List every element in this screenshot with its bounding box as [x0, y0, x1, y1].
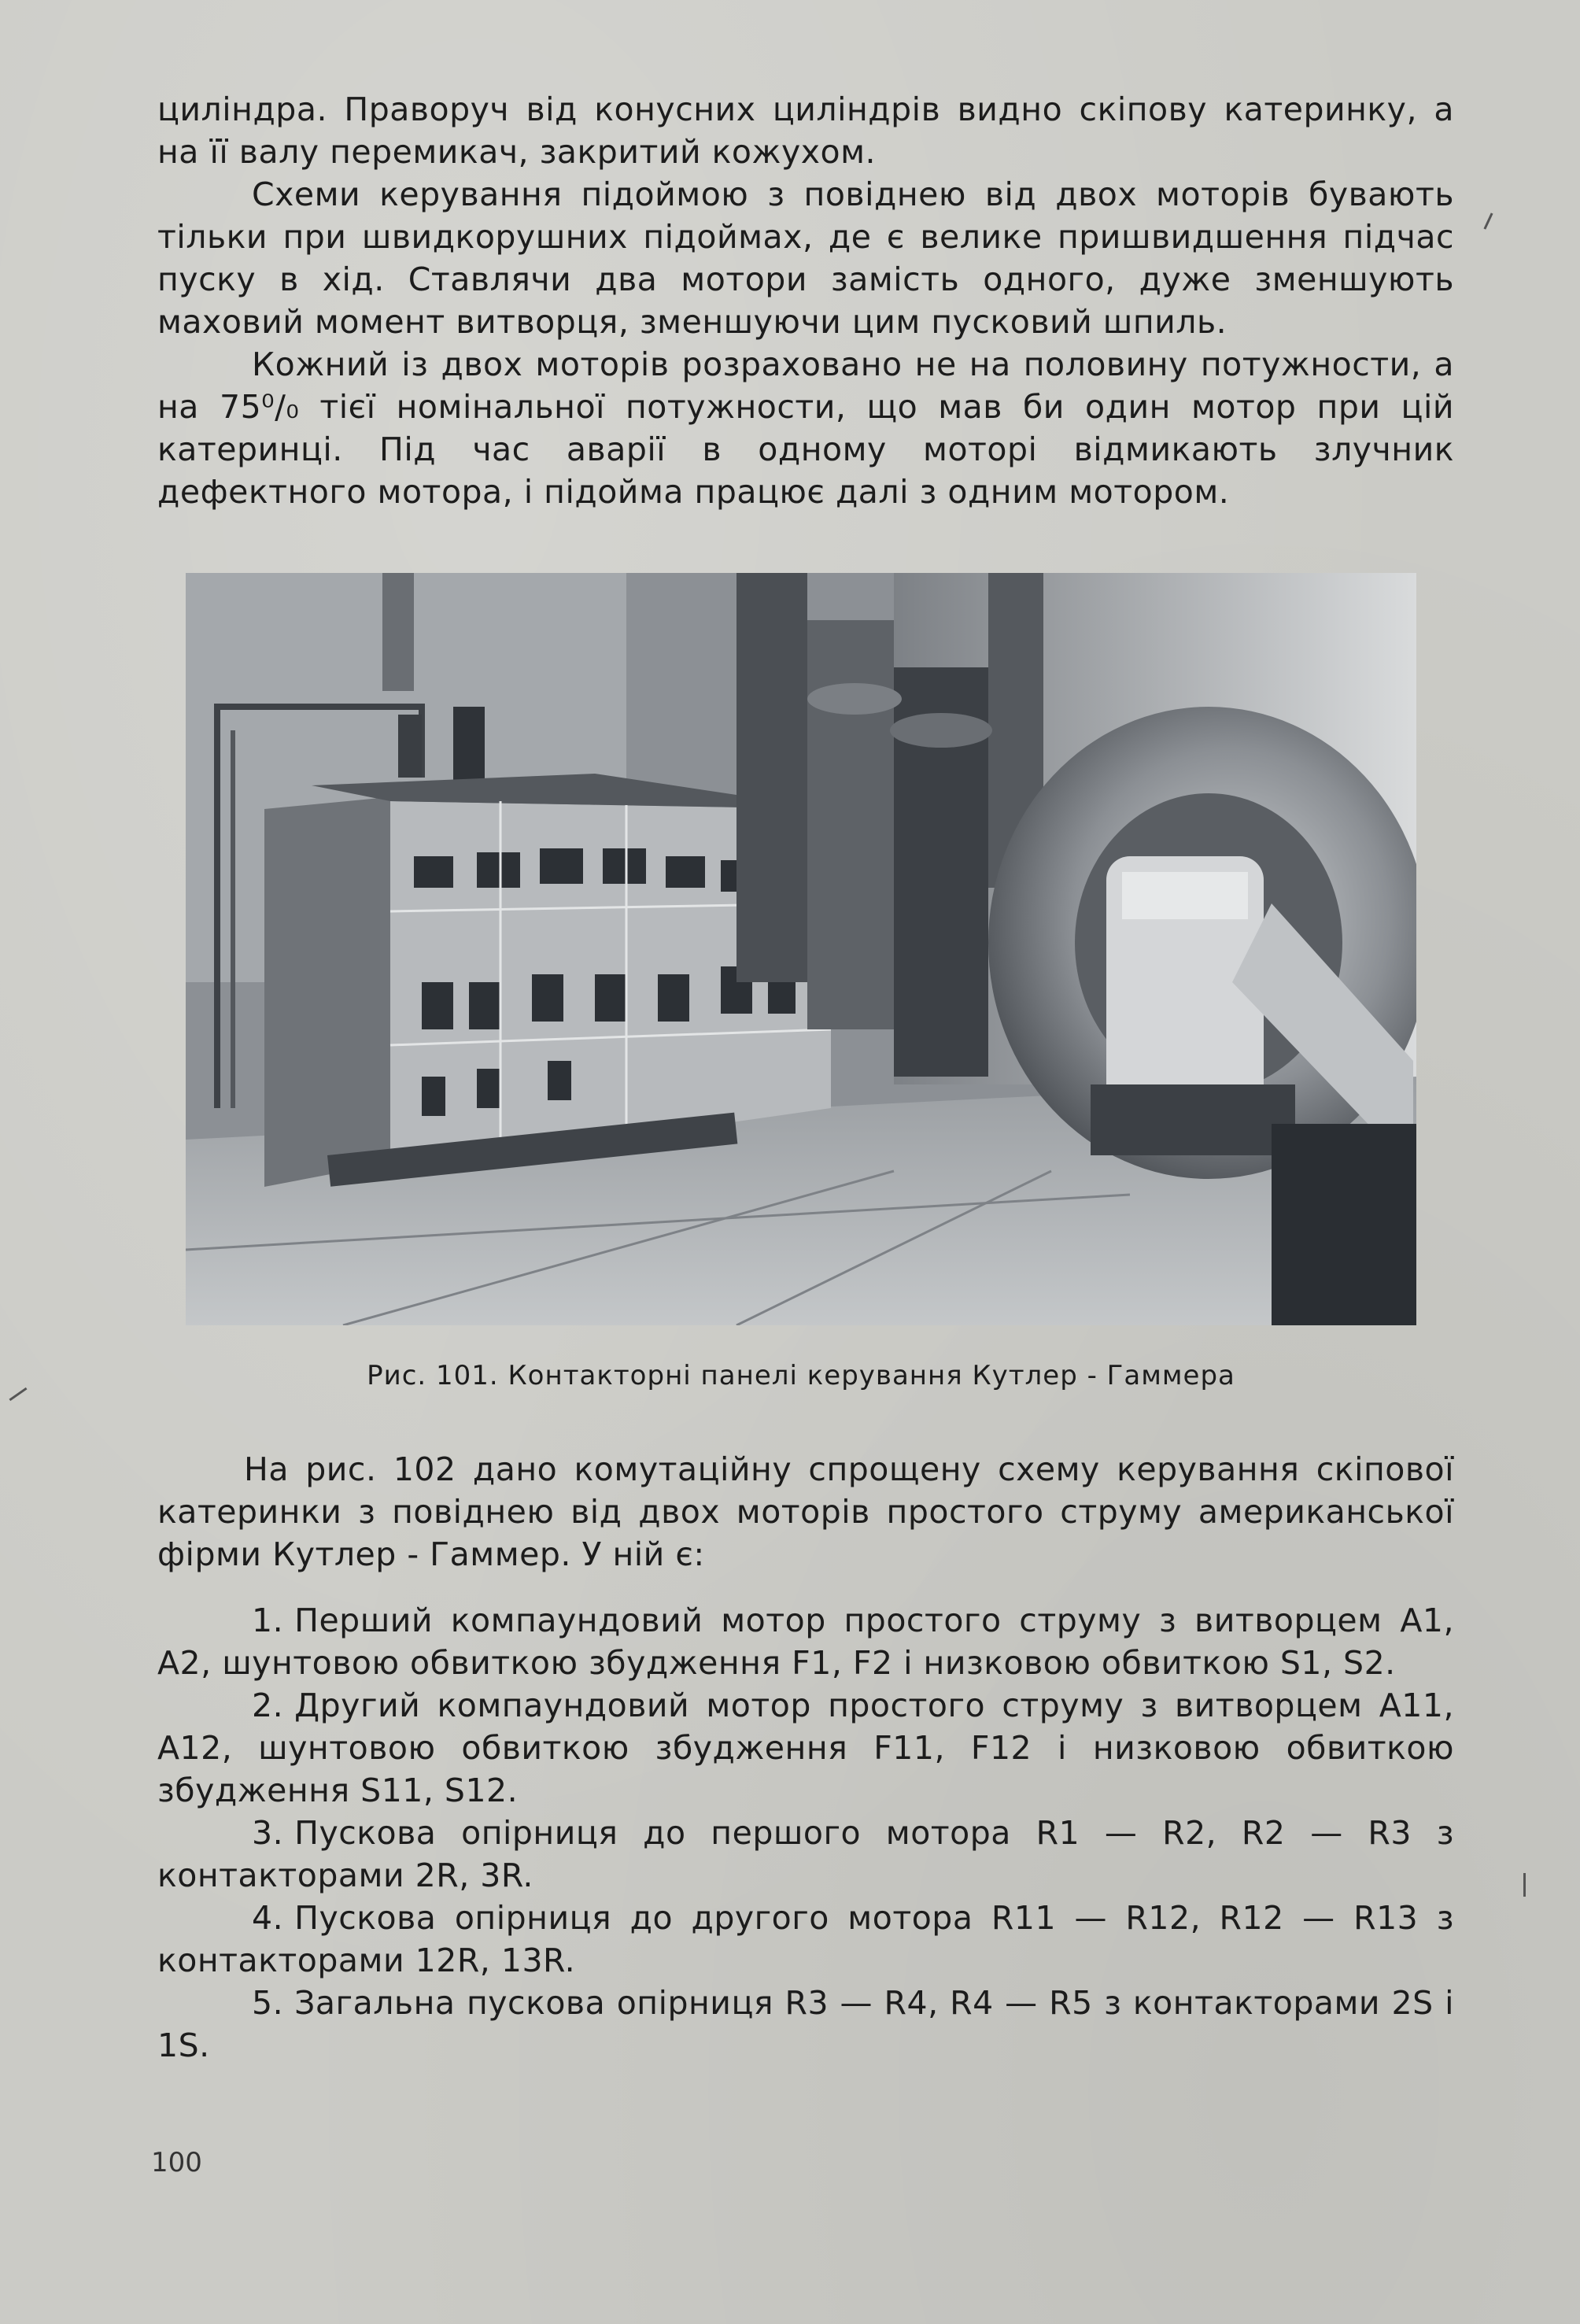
paragraph-motor-power: Кожний із двох моторів розраховано не на половину потужности, а на 75⁰/₀ тієї номінальної потужности, що мав би один мотор при цій катеринці. Під час аварії в одному моторі відмикають злучник дефектного мотора, і підойма працює далі з одним мотором. [157, 345, 1454, 511]
paragraph-two-motor-control: Схеми керування підоймою з повіднею від двох моторів бувають тільки при швидкорушних підоймах, де є велике пришвидшення підчас пуску в хід. Ставлячи два мотори замість одного, дуже зменшують маховий момент витворця, зменшуючи цим пусковий шпиль. [157, 176, 1454, 341]
contactor-panels-photo [186, 573, 1416, 1325]
list-item-number: 1. [252, 1602, 284, 1639]
list-item-text: Пускова опірниця до першого мотора R1 — R2, R2 — R3 з контакторами 2R, 3R. [157, 1814, 1454, 1894]
list-item [157, 1599, 1454, 1684]
top-text [157, 88, 1454, 513]
list-item-text: Загальна пускова опірниця R3 — R4, R4 — R5 з контакторами 2S і 1S. [157, 1984, 1454, 2064]
margin-mark [1523, 1873, 1526, 1897]
list-item-text: Другий компаундовий мотор простого струму з витворцем A11, A12, шунтовою обвиткою збудження F11, F12 і низковою обвиткою збудження S11, S12. [157, 1687, 1454, 1809]
list-item-number: 5. [252, 1984, 284, 2022]
list-item [157, 1982, 1454, 2067]
figure-photo [186, 573, 1416, 1325]
list-item [157, 1897, 1454, 1982]
list-item [157, 1684, 1454, 1812]
paragraph-continuation: циліндра. Праворуч від конусних циліндрів видно скіпову катеринку, а на її валу перемикач, закритий кожухом. [157, 91, 1454, 171]
list-item-number: 3. [252, 1814, 284, 1852]
paragraph-scheme-intro: На рис. 102 дано комутаційну спрощену схему керування скіпової катеринки з повіднею від двох моторів простого струму американської фірми Кутлер - Гаммер. У ній є: [157, 1450, 1454, 1573]
list-item-number: 2. [252, 1687, 284, 1724]
list-item-text: Перший компаундовий мотор простого струму з витворцем A1, A2, шунтовою обвиткою збудження F1, F2 і низковою обвиткою S1, S2. [157, 1602, 1454, 1682]
margin-mark [9, 1387, 27, 1401]
margin-mark [1483, 212, 1493, 229]
figure-caption: Рис. 101. Контакторні панелі керування Кутлер - Гаммера [367, 1360, 1235, 1391]
bottom-text [157, 1448, 1454, 2067]
list-item-text: Пускова опірниця до другого мотора R11 — R12, R12 — R13 з контакторами 12R, 13R. [157, 1899, 1454, 1979]
page-number: 100 [151, 2147, 202, 2178]
list-item-number: 4. [252, 1899, 284, 1937]
list-item [157, 1812, 1454, 1897]
